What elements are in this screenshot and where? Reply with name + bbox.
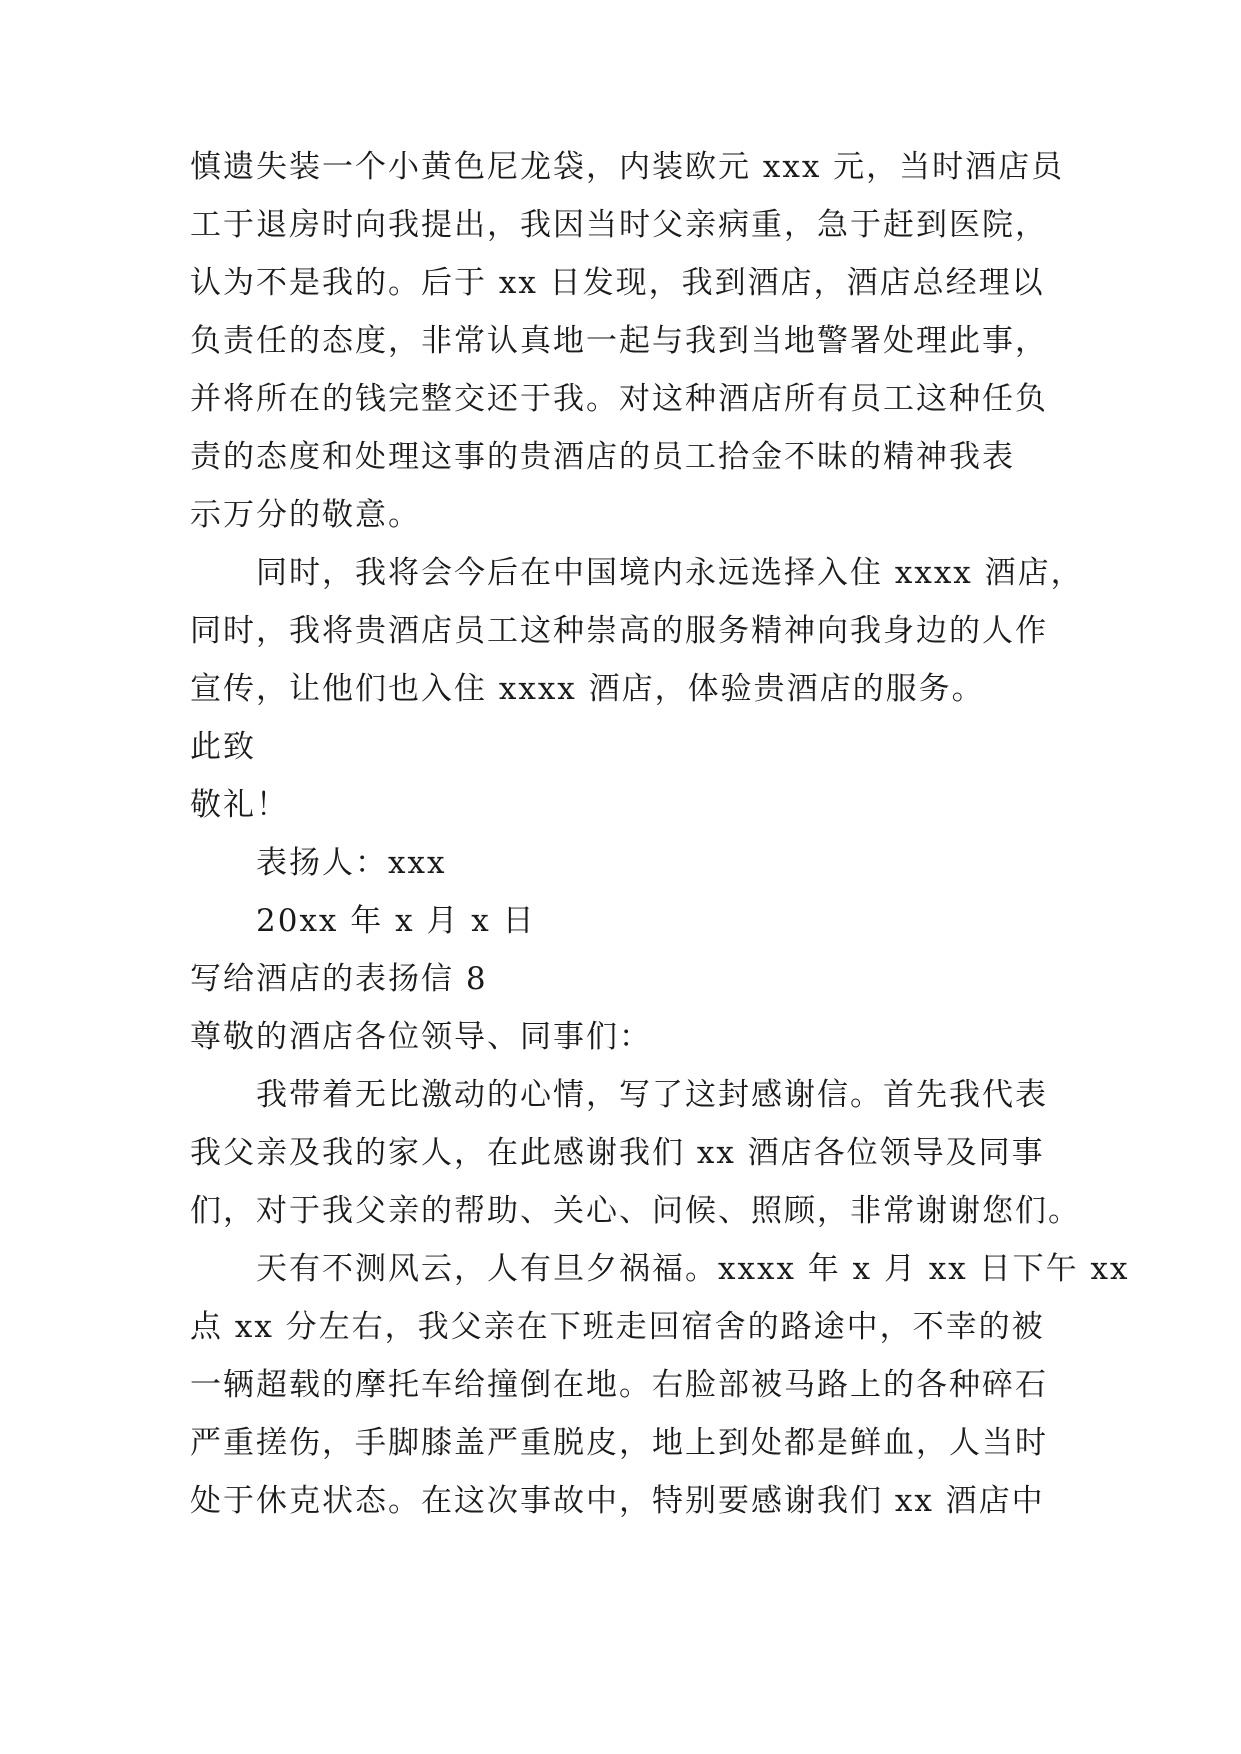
text-line: 同时，我将贵酒店员工这种崇高的服务精神向我身边的人作	[190, 613, 1048, 649]
text-line: 一辆超载的摩托车给撞倒在地。右脸部被马路上的各种碎石	[190, 1367, 1048, 1403]
text-line: 责的态度和处理这事的贵酒店的员工拾金不昧的精神我表	[190, 439, 1015, 475]
closing-regards: 敬礼！	[190, 787, 289, 823]
text-line: 我带着无比激动的心情，写了这封感谢信。首先我代表	[256, 1077, 1048, 1113]
closing-salutation: 此致	[190, 729, 256, 765]
text-line: 们，对于我父亲的帮助、关心、问候、照顾，非常谢谢您们。	[190, 1193, 1081, 1229]
text-line: 天有不测风云，人有旦夕祸福。xxxx 年 x 月 xx 日下午 xx	[256, 1251, 1130, 1287]
signature-date: 20xx 年 x 月 x 日	[256, 903, 536, 939]
text-line: 点 xx 分左右，我父亲在下班走回宿舍的路途中，不幸的被	[190, 1309, 1045, 1345]
text-line: 示万分的敬意。	[190, 497, 421, 533]
signature-name: 表扬人：xxx	[256, 845, 447, 881]
text-line: 并将所在的钱完整交还于我。对这种酒店所有员工这种任负	[190, 381, 1048, 417]
text-line: 我父亲及我的家人，在此感谢我们 xx 酒店各位领导及同事	[190, 1135, 1045, 1171]
text-line: 同时，我将会今后在中国境内永远选择入住 xxxx 酒店，	[256, 555, 1084, 591]
letter-greeting: 尊敬的酒店各位领导、同事们：	[190, 1019, 652, 1055]
text-line: 严重搓伤，手脚膝盖严重脱皮，地上到处都是鲜血，人当时	[190, 1425, 1048, 1461]
text-line: 宣传，让他们也入住 xxxx 酒店，体验贵酒店的服务。	[190, 671, 985, 707]
text-line: 慎遗失装一个小黄色尼龙袋，内装欧元 xxx 元，当时酒店员	[190, 149, 1065, 185]
text-line: 负责任的态度，非常认真地一起与我到当地警署处理此事，	[190, 323, 1048, 359]
text-line: 认为不是我的。后于 xx 日发现，我到酒店，酒店总经理以	[190, 265, 1045, 301]
text-line: 工于退房时向我提出，我因当时父亲病重，急于赶到医院，	[190, 207, 1048, 243]
section-title: 写给酒店的表扬信 8	[190, 961, 488, 997]
text-line: 处于休克状态。在这次事故中，特别要感谢我们 xx 酒店中	[190, 1483, 1045, 1519]
